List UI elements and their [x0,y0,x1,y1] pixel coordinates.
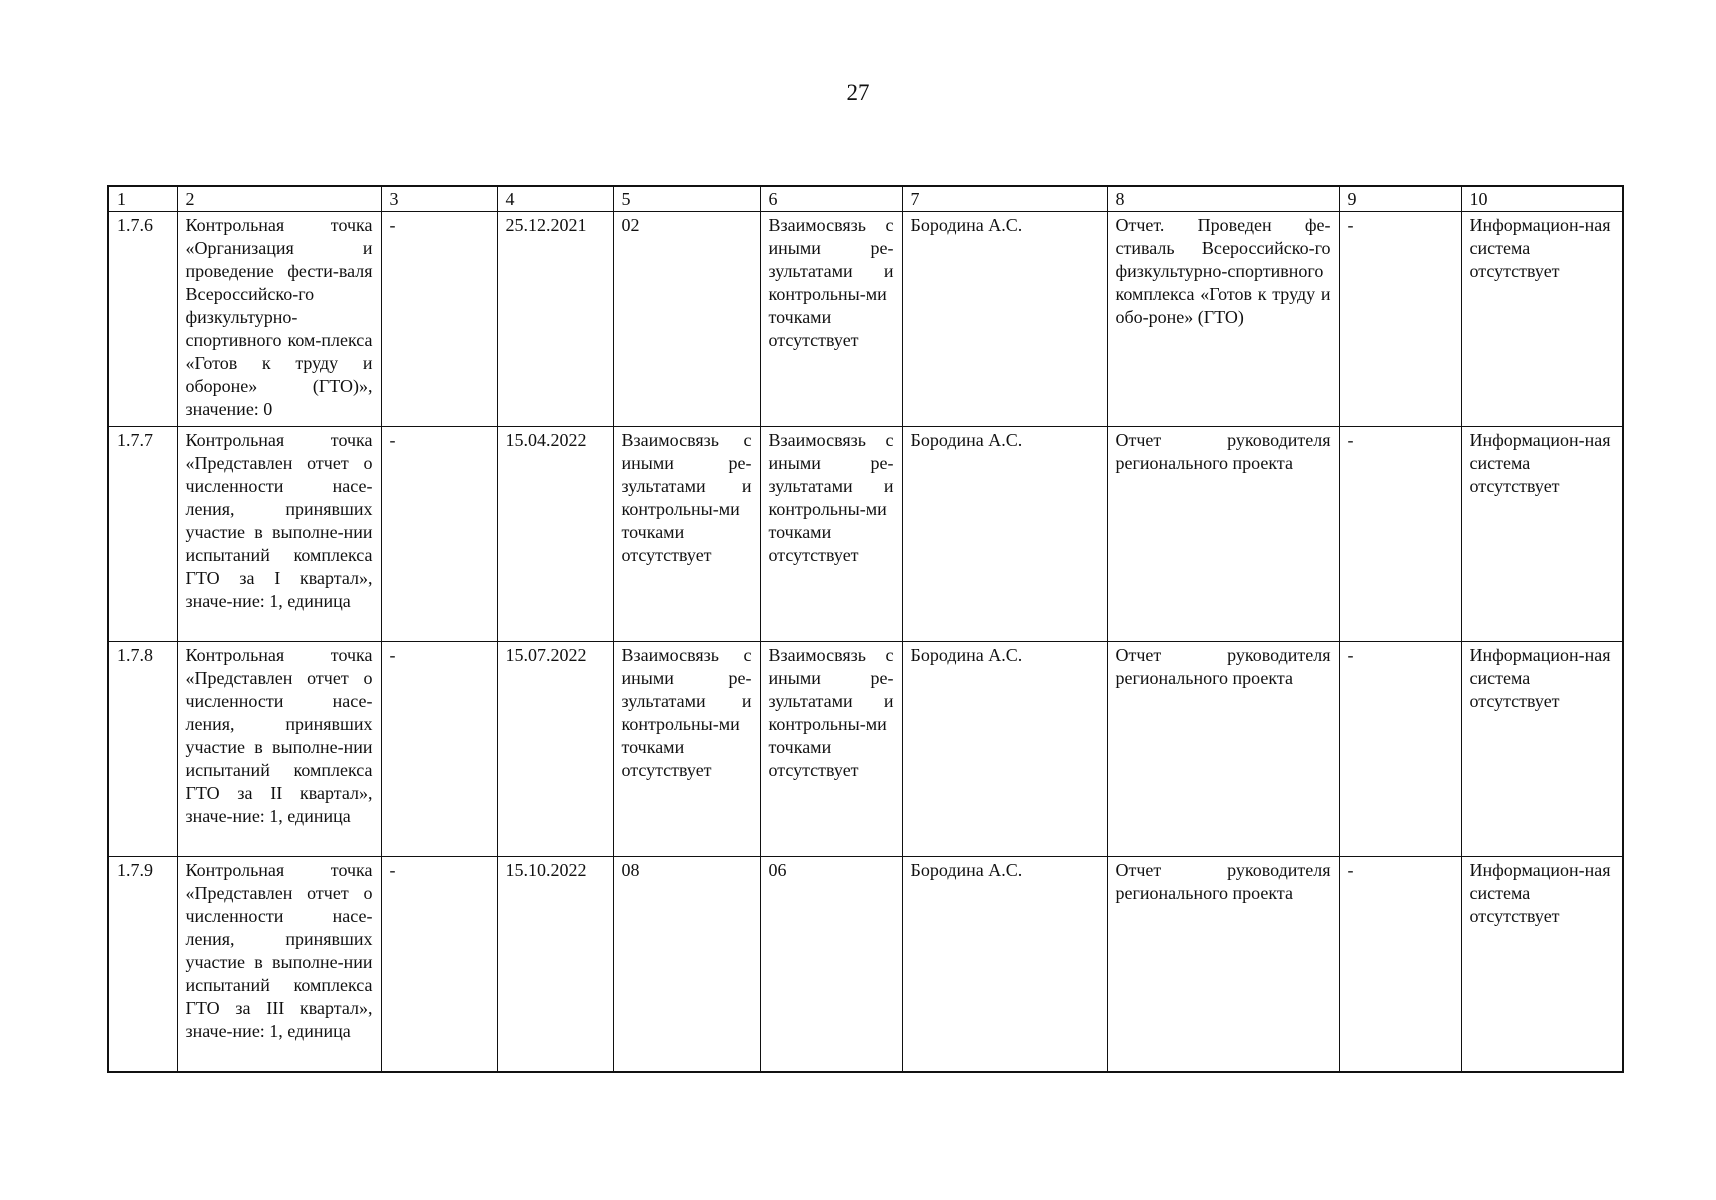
cell-col9: - [1339,642,1461,857]
cell-col3: - [381,212,497,427]
column-header: 10 [1461,186,1623,212]
result-document: Отчет руководителя регионального проекта [1107,857,1339,1073]
table-row [108,857,1623,1073]
deadline-date: 15.07.2022 [497,642,613,857]
column-header: 5 [613,186,760,212]
cell-col9: - [1339,857,1461,1073]
control-point-title: Контрольная точка «Представлен отчет о численности насе-ления, принявших участие в выполне-нии испытаний комплекса ГТО за I квартал», значе-ние: 1, единица [177,427,381,642]
column-header: 2 [177,186,381,212]
info-system: Информацион-ная система отсутствует [1461,212,1623,427]
cell-col3: - [381,857,497,1073]
result-document: Отчет руководителя регионального проекта [1107,427,1339,642]
row-number: 1.7.9 [108,857,177,1073]
column-header: 9 [1339,186,1461,212]
cell-col5: 08 [613,857,760,1073]
column-header: 7 [902,186,1107,212]
cell-col3: - [381,642,497,857]
info-system: Информацион-ная система отсутствует [1461,642,1623,857]
cell-col6: 06 [760,857,902,1073]
row-number: 1.7.7 [108,427,177,642]
deadline-date: 15.10.2022 [497,857,613,1073]
row-number: 1.7.8 [108,642,177,857]
deadline-date: 15.04.2022 [497,427,613,642]
deadline-date: 25.12.2021 [497,212,613,427]
column-header: 8 [1107,186,1339,212]
control-points-table [107,185,1624,1073]
table-row [108,642,1623,857]
info-system: Информацион-ная система отсутствует [1461,857,1623,1073]
control-point-title: Контрольная точка «Представлен отчет о численности насе-ления, принявших участие в выполне-нии испытаний комплекса ГТО за III квартал», значе-ние: 1, единица [177,857,381,1073]
result-document: Отчет руководителя регионального проекта [1107,642,1339,857]
control-point-title: Контрольная точка «Организация и проведение фести-валя Всероссийско-го физкультурно-спортивного ком-плекса «Готов к труду и обороне» (ГТО)», значение: 0 [177,212,381,427]
responsible-person: Бородина А.С. [902,857,1107,1073]
cell-col5: Взаимосвязь с иными ре-зультатами и контрольны-ми точками отсутствует [613,642,760,857]
cell-col3: - [381,427,497,642]
cell-col6: Взаимосвязь с иными ре-зультатами и контрольны-ми точками отсутствует [760,427,902,642]
responsible-person: Бородина А.С. [902,427,1107,642]
responsible-person: Бородина А.С. [902,212,1107,427]
table-row [108,427,1623,642]
page-number: 27 [846,80,870,105]
row-number: 1.7.6 [108,212,177,427]
cell-col5: 02 [613,212,760,427]
result-document: Отчет. Проведен фе-стиваль Всероссийско-го физкультурно-спортивного комплекса «Готов к труду и обо-роне» (ГТО) [1107,212,1339,427]
responsible-person: Бородина А.С. [902,642,1107,857]
table-row [108,212,1623,427]
column-header: 6 [760,186,902,212]
column-number-row [108,186,1623,212]
cell-col9: - [1339,427,1461,642]
column-header: 4 [497,186,613,212]
column-header: 1 [108,186,177,212]
info-system: Информацион-ная система отсутствует [1461,427,1623,642]
cell-col6: Взаимосвязь с иными ре-зультатами и контрольны-ми точками отсутствует [760,642,902,857]
cell-col6: Взаимосвязь с иными ре-зультатами и контрольны-ми точками отсутствует [760,212,902,427]
cell-col5: Взаимосвязь с иными ре-зультатами и контрольны-ми точками отсутствует [613,427,760,642]
column-header: 3 [381,186,497,212]
cell-col9: - [1339,212,1461,427]
control-point-title: Контрольная точка «Представлен отчет о численности насе-ления, принявших участие в выполне-нии испытаний комплекса ГТО за II квартал», значе-ние: 1, единица [177,642,381,857]
